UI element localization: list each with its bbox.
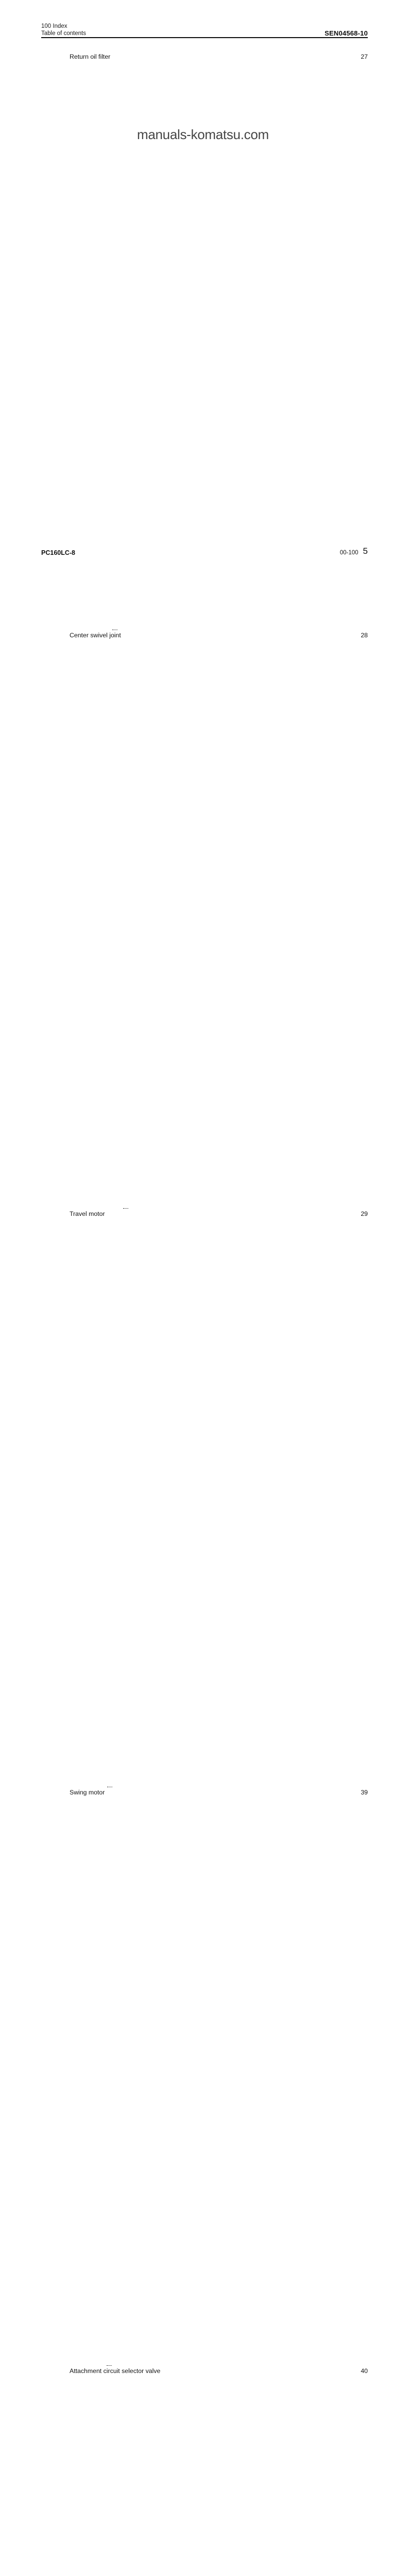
entry-page-number: 39 [115,1789,368,2367]
table-of-contents [41,53,368,2576]
entry-title: Attachment circuit selector valve [70,2367,161,2375]
footer-page-number: 5 [363,546,368,556]
header-subtitle-line: Table of contents [41,30,86,37]
entry-page-number: 29 [116,1210,368,1789]
dot-leader [123,1208,128,1209]
page-footer [41,546,368,556]
entry-title: Swing motor [70,1789,105,1796]
header-doc-code: SEN04568-10 [325,29,368,37]
entry-title: Center swivel joint [70,632,121,639]
entry-title: Return oil filter [70,53,111,60]
header-rule [41,37,368,38]
header-section-line: 100 Index [41,23,67,29]
dot-leader [107,2365,112,2366]
footer-section-page-code: 00-100 [339,550,359,556]
entry-title: Travel motor [70,1210,105,1217]
header-title-block [41,23,86,37]
toc-entry-row [41,1789,368,2367]
toc-entry-row [41,1210,368,1789]
footer-page-block [340,546,368,556]
toc-entry-row [41,2367,368,2576]
watermark-text: manuals-komatsu.com [137,127,269,142]
entry-page-number: 28 [132,632,368,1210]
footer-model-code: PC160LC-8 [41,549,75,556]
entry-page-number: 27 [121,53,368,632]
toc-entry-row [41,632,368,1210]
entry-page-number: 40 [171,2367,368,2576]
page-header [41,23,368,37]
